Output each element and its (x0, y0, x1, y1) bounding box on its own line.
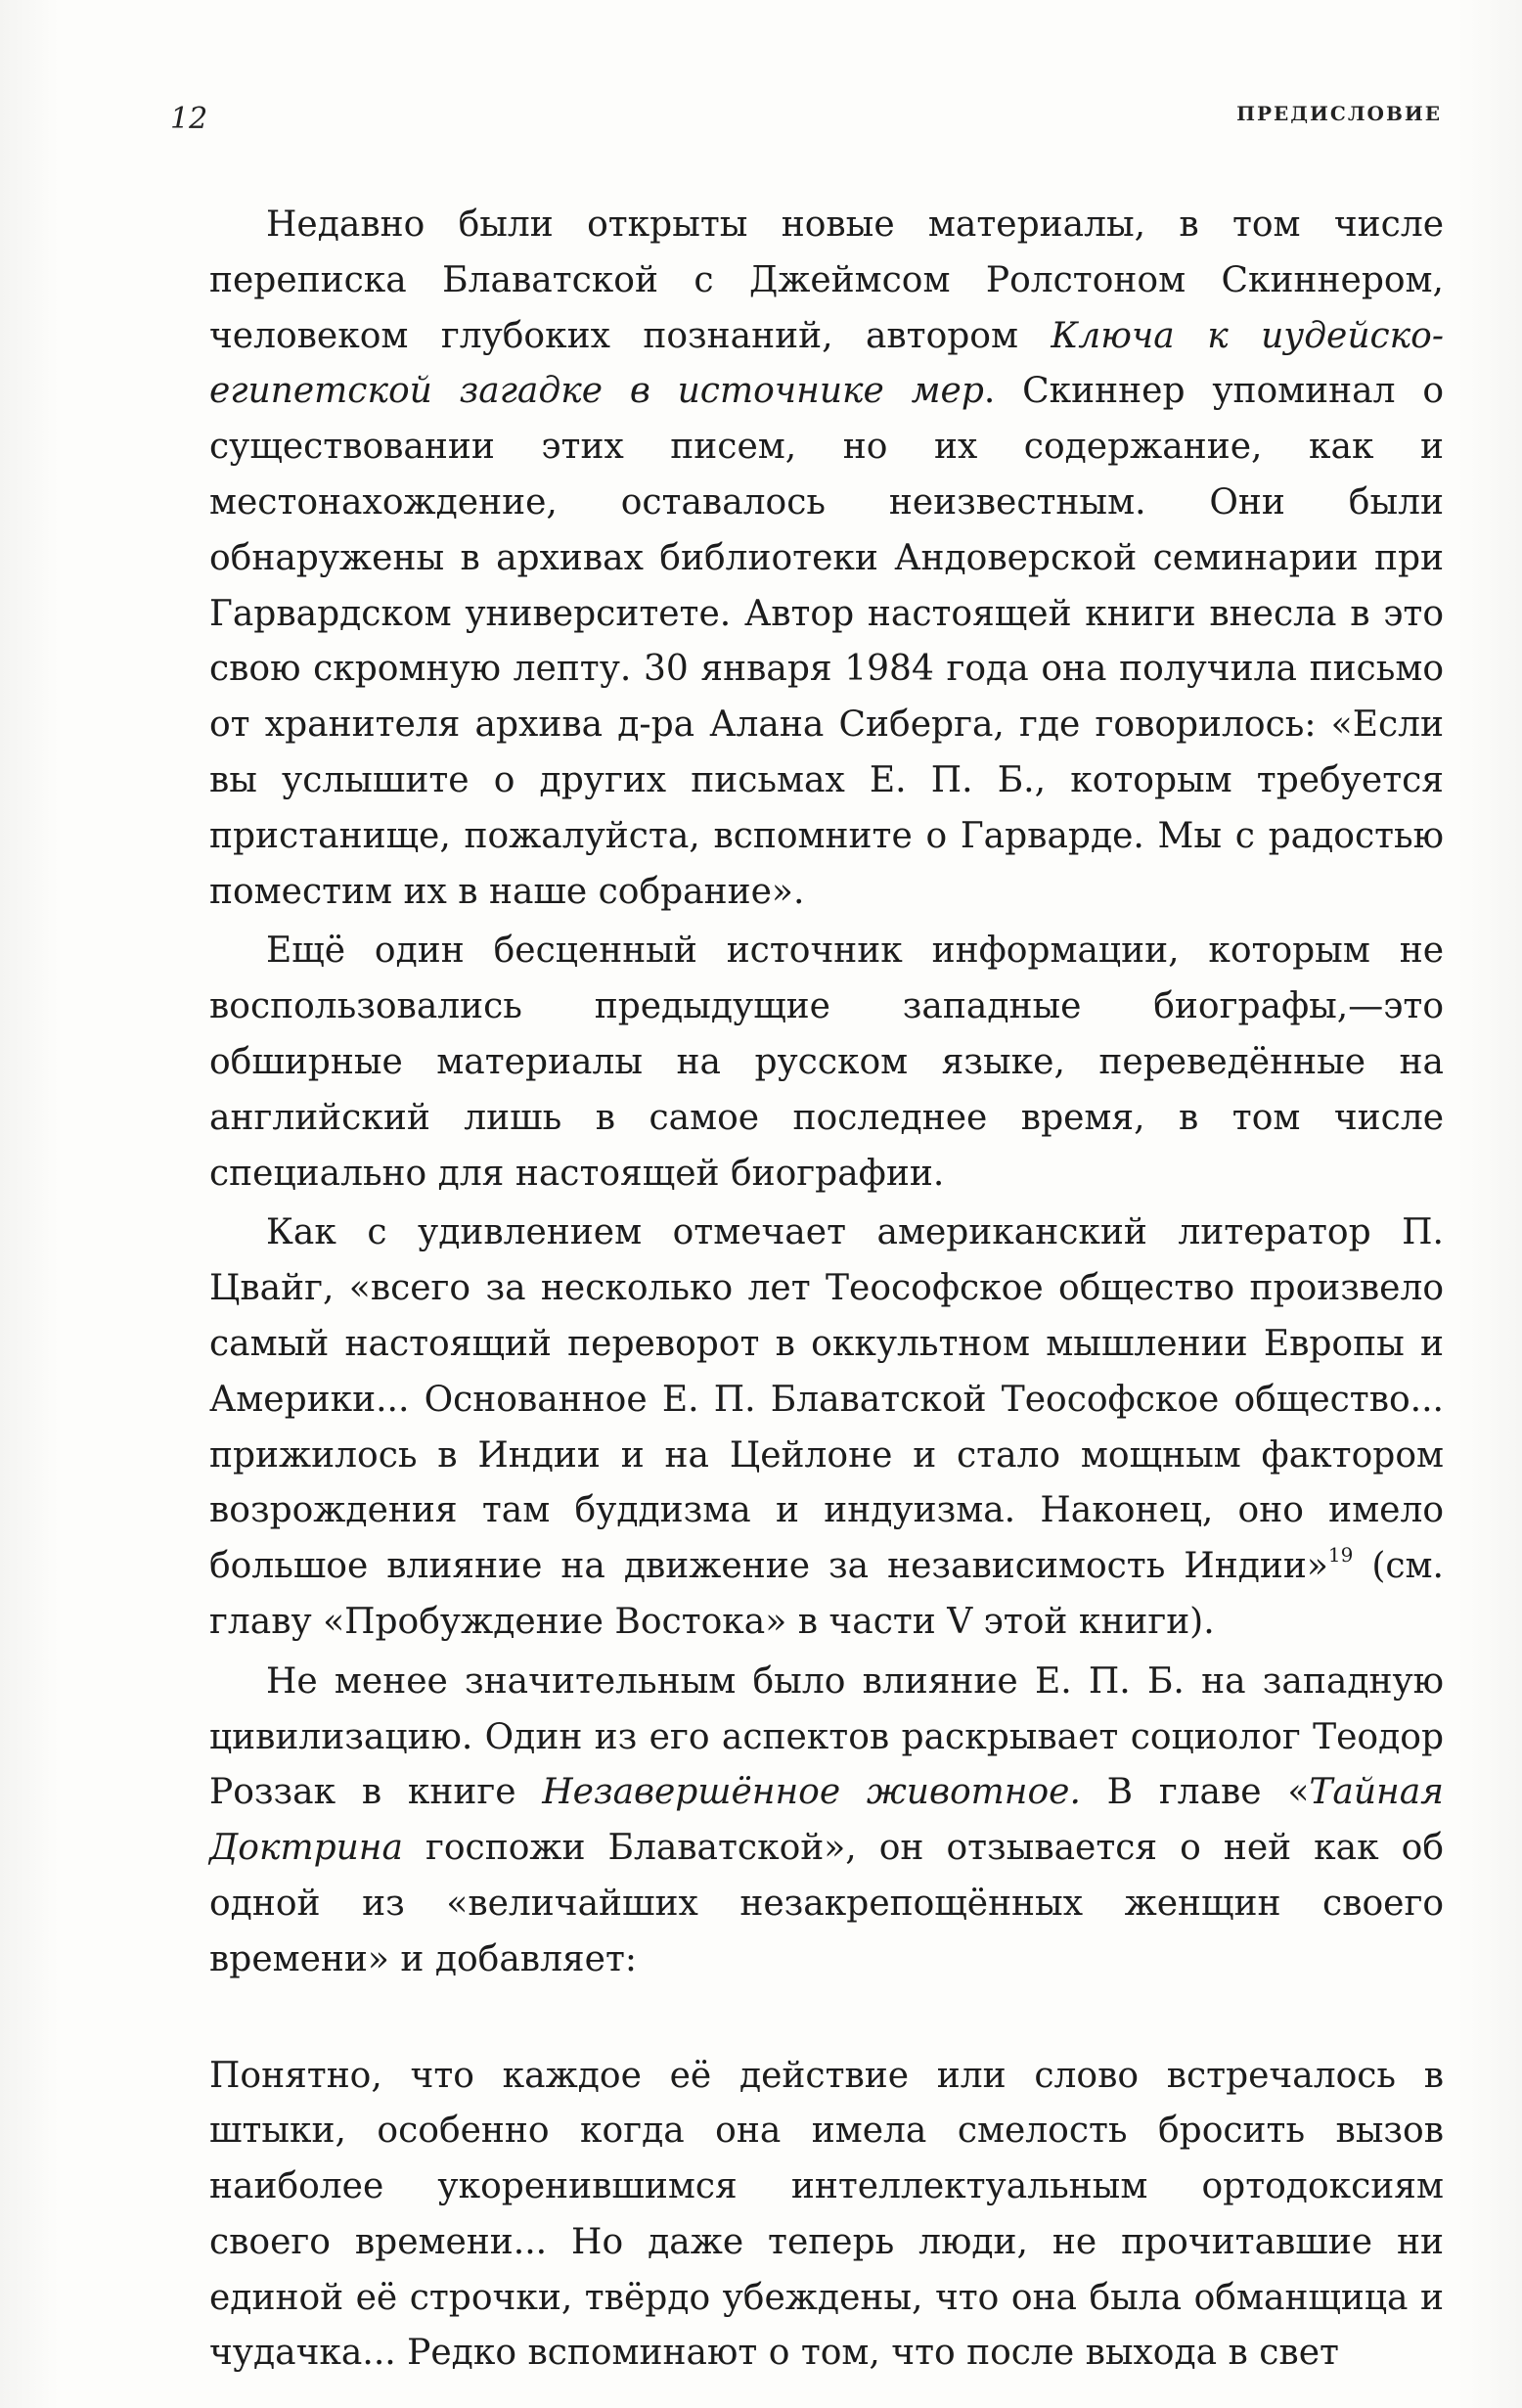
footnote-marker: 19 (1327, 1543, 1354, 1567)
paragraph-4-text-c: госпожи Блаватской», он отзывается о ней как об одной из «величайших незакрепощённых женщин своего времени» и добавляет: (209, 1828, 1444, 1979)
paragraph-4 (209, 1655, 1444, 1988)
paragraph-3-text-a: Как с удивлением отмечает американский литератор П. Цвайг, «всего за несколько лет Теософское общество произвело самый настоящий переворот в оккультном мышлении Европы и Америки... Основанное Е. П. Блаватской Теософское общество... прижилось в Индии и на Цейлоне и стало мощным фактором возрождения там буддизма и индуизма. Наконец, оно имело большое влияние на движение за независимость Индии» (209, 1212, 1444, 1587)
book-title-skinner: Ключа к иудейско-египетской загадке в источнике мер (209, 315, 1444, 412)
paragraph-4-text-b: В главе « (1080, 1772, 1310, 1813)
paragraph-1 (209, 198, 1444, 920)
block-quote: Понятно, что каждое её действие или слово встречалось в штыки, особенно когда она имела смелость бросить вызов наиболее укоренившимся интеллектуальным ортодоксиям своего времени... Но даже теперь люди, не прочитавшие ни единой её строчки, твёрдо убеждены, что она была обманщица и чудачка... Редко вспоминают о том, что после выхода в свет (209, 2055, 1444, 2374)
paragraph-1-text-b: . Скиннер упоминал о существовании этих писем, но их содержание, как и местонахождение, оставалось неизвестным. Они были обнаружены в архивах библиотеки Андоверской семинарии при Гарвардском университете. Автор настоящей книги внесла в это свою скромную лепту. 30 января 1984 года она получила письмо от хранителя архива д-ра Алана Сиберга, где говорилось: «Если вы услышите о других письмах Е. П. Б., которым требуется пристанище, пожалуйста, вспомните о Гарварде. Мы с радостью поместим их в наше собрание». (209, 371, 1444, 912)
paragraph-3 (209, 1205, 1444, 1650)
running-head: ПРЕДИСЛОВИЕ (1236, 102, 1442, 125)
book-title-roszak: Незавершённое животное. (542, 1772, 1081, 1813)
chapter-title-secret-doctrine: Тайная Доктрина (209, 1772, 1445, 1869)
paragraph-2: Ещё один бесценный источник информации, которым не воспользовались предыдущие западные биографы,—это обширные материалы на русском языке, переведённые на английский лишь в самое последнее время, в том числе специально для настоящей биографии. (209, 931, 1444, 1194)
paragraph-3-text-b: (см. главу «Пробуждение Востока» в части V этой книги). (209, 1546, 1444, 1642)
page-number: 12 (170, 102, 208, 136)
body-text (209, 198, 1444, 2382)
paragraph-1-text-a: Недавно были открыты новые материалы, в том числе переписка Блаватской с Джеймсом Ролстоном Скиннером, человеком глубоких познаний, автором (209, 204, 1444, 356)
paragraph-4-text-a: Не менее значительным было влияние Е. П. Б. на западную цивилизацию. Один из его аспектов раскрывает социолог Теодор Роззак в книге (209, 1660, 1444, 1813)
